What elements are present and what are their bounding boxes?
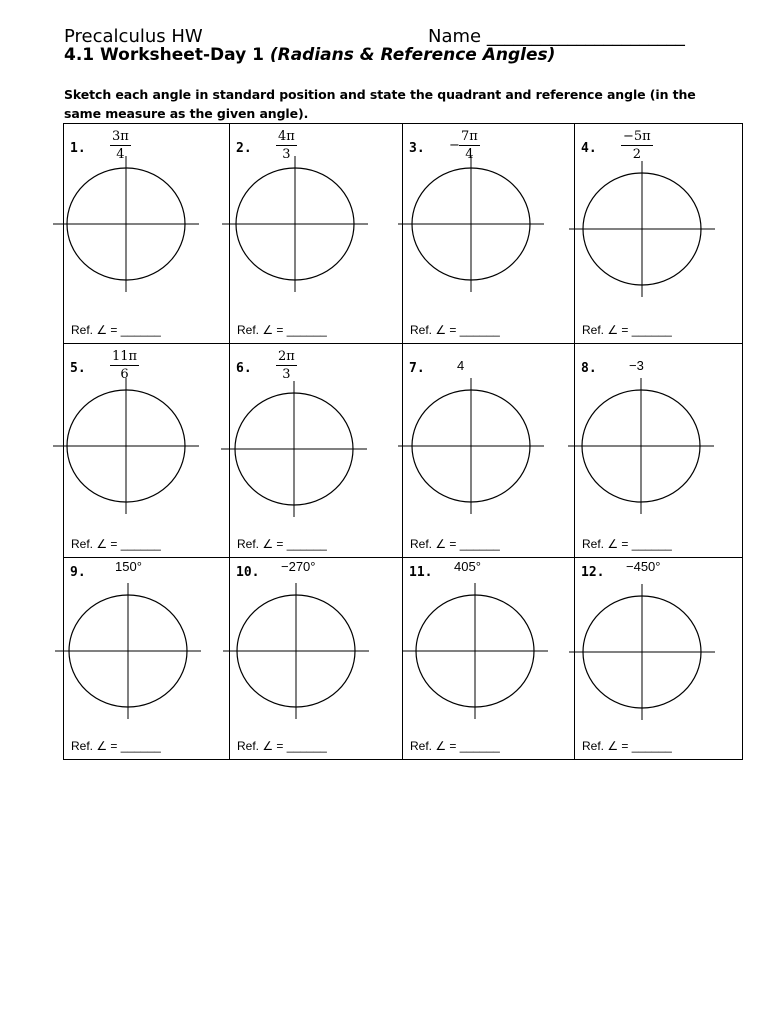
instructions: Sketch each angle in standard position and state the quadrant and reference angle (in the same measure as the given angle). [64,87,696,121]
unit-circle [400,581,550,721]
worksheet-title-main: 4.1 Worksheet-Day 1 [64,45,270,65]
problem-12 [574,557,743,760]
problem-number: 9. [70,565,86,580]
angle-denominator: 6 [120,367,129,382]
unit-circle [566,376,716,516]
problem-number: 3. [409,141,425,156]
problem-4 [574,123,743,343]
angle-value: 4 [457,358,465,373]
problem-5 [63,343,229,557]
problem-11 [402,557,574,760]
problem-number: 7. [409,361,425,376]
unit-circle [567,582,717,722]
problem-8 [574,343,743,557]
unit-circle [396,154,546,294]
reference-angle-blank[interactable]: Ref. ∠ = ______ [71,537,161,551]
unit-circle [221,581,371,721]
angle-numerator: 11π [112,349,138,364]
angle-value: 150° [115,559,142,574]
unit-circle [51,154,201,294]
problem-3 [402,123,574,343]
problem-number: 11. [409,565,433,580]
angle-sign: − [449,138,460,153]
angle-denominator: 4 [116,147,125,162]
angle-numerator: 4π [278,129,295,144]
worksheet-title [64,45,555,65]
reference-angle-blank[interactable]: Ref. ∠ = ______ [237,323,327,337]
unit-circle [567,159,717,299]
angle-numerator: 7π [461,129,478,144]
problem-1 [63,123,229,343]
reference-angle-blank[interactable]: Ref. ∠ = ______ [71,739,161,753]
problem-number: 4. [581,141,597,156]
reference-angle-blank[interactable]: Ref. ∠ = ______ [410,739,500,753]
reference-angle-blank[interactable]: Ref. ∠ = ______ [582,739,672,753]
problem-number: 12. [581,565,605,580]
unit-circle [396,376,546,516]
course-name: Precalculus HW [64,26,203,47]
name-field-label: Name ______________________ [428,26,685,47]
angle-fraction [276,349,297,383]
worksheet-title-sub: (Radians & Reference Angles) [269,45,556,65]
unit-circle [219,379,369,519]
problem-number: 1. [70,141,86,156]
angle-denominator: 4 [465,147,474,162]
problem-2 [229,123,402,343]
angle-numerator: 2π [278,349,295,364]
angle-denominator: 2 [632,147,641,162]
angle-denominator: 3 [282,367,291,382]
problem-7 [402,343,574,557]
reference-angle-blank[interactable]: Ref. ∠ = ______ [582,537,672,551]
angle-denominator: 3 [282,147,291,162]
problem-number: 6. [236,361,252,376]
problem-number: 10. [236,565,260,580]
reference-angle-blank[interactable]: Ref. ∠ = ______ [237,537,327,551]
course-title [64,26,685,47]
reference-angle-blank[interactable]: Ref. ∠ = ______ [237,739,327,753]
angle-numerator: −5π [623,129,651,144]
reference-angle-blank[interactable]: Ref. ∠ = ______ [410,323,500,337]
angle-value: −3 [629,358,644,373]
problem-number: 5. [70,361,86,376]
problem-10 [229,557,402,760]
problem-9 [63,557,229,760]
reference-angle-blank[interactable]: Ref. ∠ = ______ [71,323,161,337]
angle-value: −270° [281,559,316,574]
unit-circle [220,154,370,294]
problem-number: 2. [236,141,252,156]
unit-circle [51,376,201,516]
reference-angle-blank[interactable]: Ref. ∠ = ______ [410,537,500,551]
problem-6 [229,343,402,557]
unit-circle [53,581,203,721]
problem-number: 8. [581,361,597,376]
angle-fraction [621,129,653,163]
angle-value: 405° [454,559,481,574]
angle-value: −450° [626,559,661,574]
angle-numerator: 3π [112,129,129,144]
reference-angle-blank[interactable]: Ref. ∠ = ______ [582,323,672,337]
